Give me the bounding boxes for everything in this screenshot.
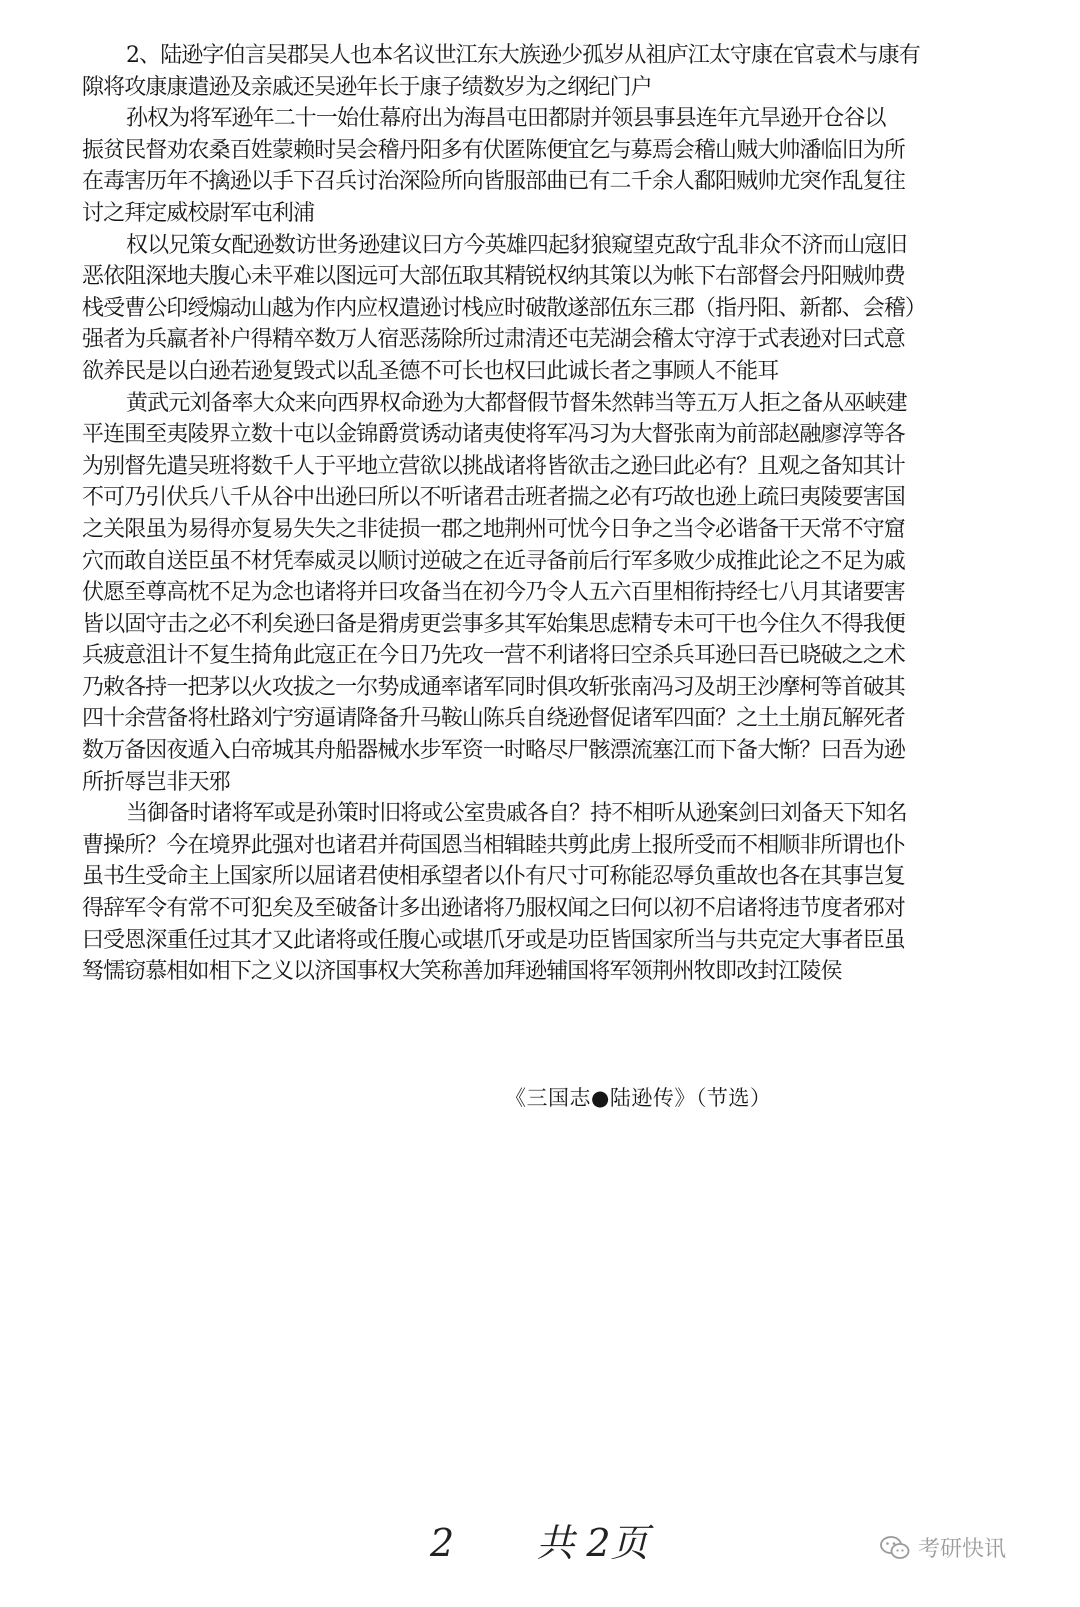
text-line: 曰受恩深重任过其才又此诸将或任腹心或堪爪牙或是功臣皆国家所当与共克定大事者臣虽 xyxy=(82,927,905,953)
page-footer xyxy=(430,1512,649,1567)
text-line: 所折辱岂非天邪 xyxy=(82,769,230,795)
text-line: 穴而敢自送臣虽不材凭奉威灵以顺讨逆破之在近寻备前后行军多败少成推此论之不足为戚 xyxy=(82,548,905,574)
text-line: 四十余营备将杜路刘宁穷逼请降备升马鞍山陈兵自绕逊督促诸军四面？之土土崩瓦解死者 xyxy=(82,706,905,732)
text-line: 为别督先遣吴班将数千人于平地立营欲以挑战诸将皆欲击之逊曰此必有？且观之备知其计 xyxy=(82,453,905,479)
text-line: 皆以固守击之必不利矣逊曰备是猾虏更尝事多其军始集思虑精专未可干也今住久不得我便 xyxy=(82,611,905,637)
wechat-icon xyxy=(880,1535,910,1561)
text-line: 强者为兵羸者补户得精卒数万人宿恶荡除所过肃清还屯芜湖会稽太守淳于式表逊对曰式意 xyxy=(82,327,905,353)
text-line: 不可乃引伏兵八千从谷中出逊曰所以不听诸君击班者揣之必有巧故也逊上疏曰夷陵要害国 xyxy=(82,485,905,511)
source-citation: 《三国志●陆逊传》（节选） xyxy=(505,1086,772,1110)
text-line: 伏愿至尊高枕不足为念也诸将并曰攻备当在初今乃令人五六百里相衔持经七八月其诸要害 xyxy=(82,580,905,606)
watermark xyxy=(880,1532,1006,1563)
text-line: 权以兄策女配逊数访世务逊建议曰方今英雄四起豺狼窥望克敌宁乱非众不济而山寇旧 xyxy=(126,232,907,258)
text-line: 曹操所？今在境界此强对也诸君并荷国恩当相辑睦共剪此虏上报所受而不相顺非所谓也仆 xyxy=(82,832,905,858)
text-line: 黄武元刘备率大众来向西界权命逊为大都督假节督朱然韩当等五万人拒之备从巫峡建 xyxy=(126,390,907,416)
text-line: 振贫民督劝农桑百姓蒙赖时吴会稽丹阳多有伏匿陈便宜乞与募焉会稽山贼大帅潘临旧为所 xyxy=(82,137,905,163)
body-text xyxy=(82,40,992,988)
watermark-text: 考研快讯 xyxy=(918,1537,1007,1562)
page-number: 2 xyxy=(430,1521,455,1565)
text-line: 隙将攻康康遣逊及亲戚还吴逊年长于康子绩数岁为之纲纪门户 xyxy=(82,74,652,100)
text-line: 驽懦窃慕相如相下之义以济国事权大笑称善加拜逊辅国将军领荆州牧即改封江陵侯 xyxy=(82,959,842,985)
text-line: 乃敕各持一把茅以火攻拔之一尔势成通率诸军同时俱攻斩张南冯习及胡王沙摩柯等首破其 xyxy=(82,674,905,700)
text-line: 之关限虽为易得亦复易失失之非徒损一郡之地荆州可忧今日争之当令必谐备干天常不守窟 xyxy=(82,516,905,542)
text-line: 当御备时诸将军或是孙策时旧将或公室贵戚各自？持不相听从逊案剑曰刘备天下知名 xyxy=(126,801,907,827)
text-line: 欲养民是以白逊若逊复毁式以乱圣德不可长也权曰此诚长者之事顾人不能耳 xyxy=(82,358,779,384)
text-line: 孙权为将军逊年二十一始仕幕府出为海昌屯田都尉并领县事县连年亢旱逊开仓谷以 xyxy=(126,106,886,132)
text-line: 数万备因夜遁入白帝城其舟船器械水步军资一时略尽尸骸漂流塞江而下备大惭？曰吾为逊 xyxy=(82,738,905,764)
text-line: 平连围至夷陵界立数十屯以金锦爵赏诱动诸夷使将军冯习为大督张南为前部赵融廖淳等各 xyxy=(82,422,905,448)
total-pages: 共 2页 xyxy=(536,1521,649,1565)
text-line: 在毒害历年不擒逊以手下召兵讨治深险所向皆服部曲已有二千余人鄱阳贼帅尤突作乱复往 xyxy=(82,169,905,195)
text-line: 栈受曹公印绶煽动山越为作内应权遣逊讨栈应时破散遂部伍东三郡（指丹阳、新都、会稽） xyxy=(82,295,927,321)
text-line: 讨之拜定威校尉军屯利浦 xyxy=(82,200,315,226)
text-line: 虽书生受命主上国家所以屈诸君使相承望者以仆有尺寸可称能忍辱负重故也各在其事岂复 xyxy=(82,864,905,890)
text-line: 恶依阻深地夫腹心未平难以图远可大部伍取其精锐权纳其策以为帐下右部督会丹阳贼帅费 xyxy=(82,264,905,290)
text-line: 得辞军令有常不可犯矣及至破备计多出逊诸将乃服权闻之曰何以初不启诸将违节度者邪对 xyxy=(82,896,905,922)
text-line: 2、陆逊字伯言吴郡吴人也本名议世江东大族逊少孤岁从祖庐江太守康在官袁术与康有 xyxy=(126,43,920,68)
text-line: 兵疲意沮计不复生掎角此寇正在今日乃先攻一营不利诸将曰空杀兵耳逊曰吾已晓破之之术 xyxy=(82,643,905,669)
